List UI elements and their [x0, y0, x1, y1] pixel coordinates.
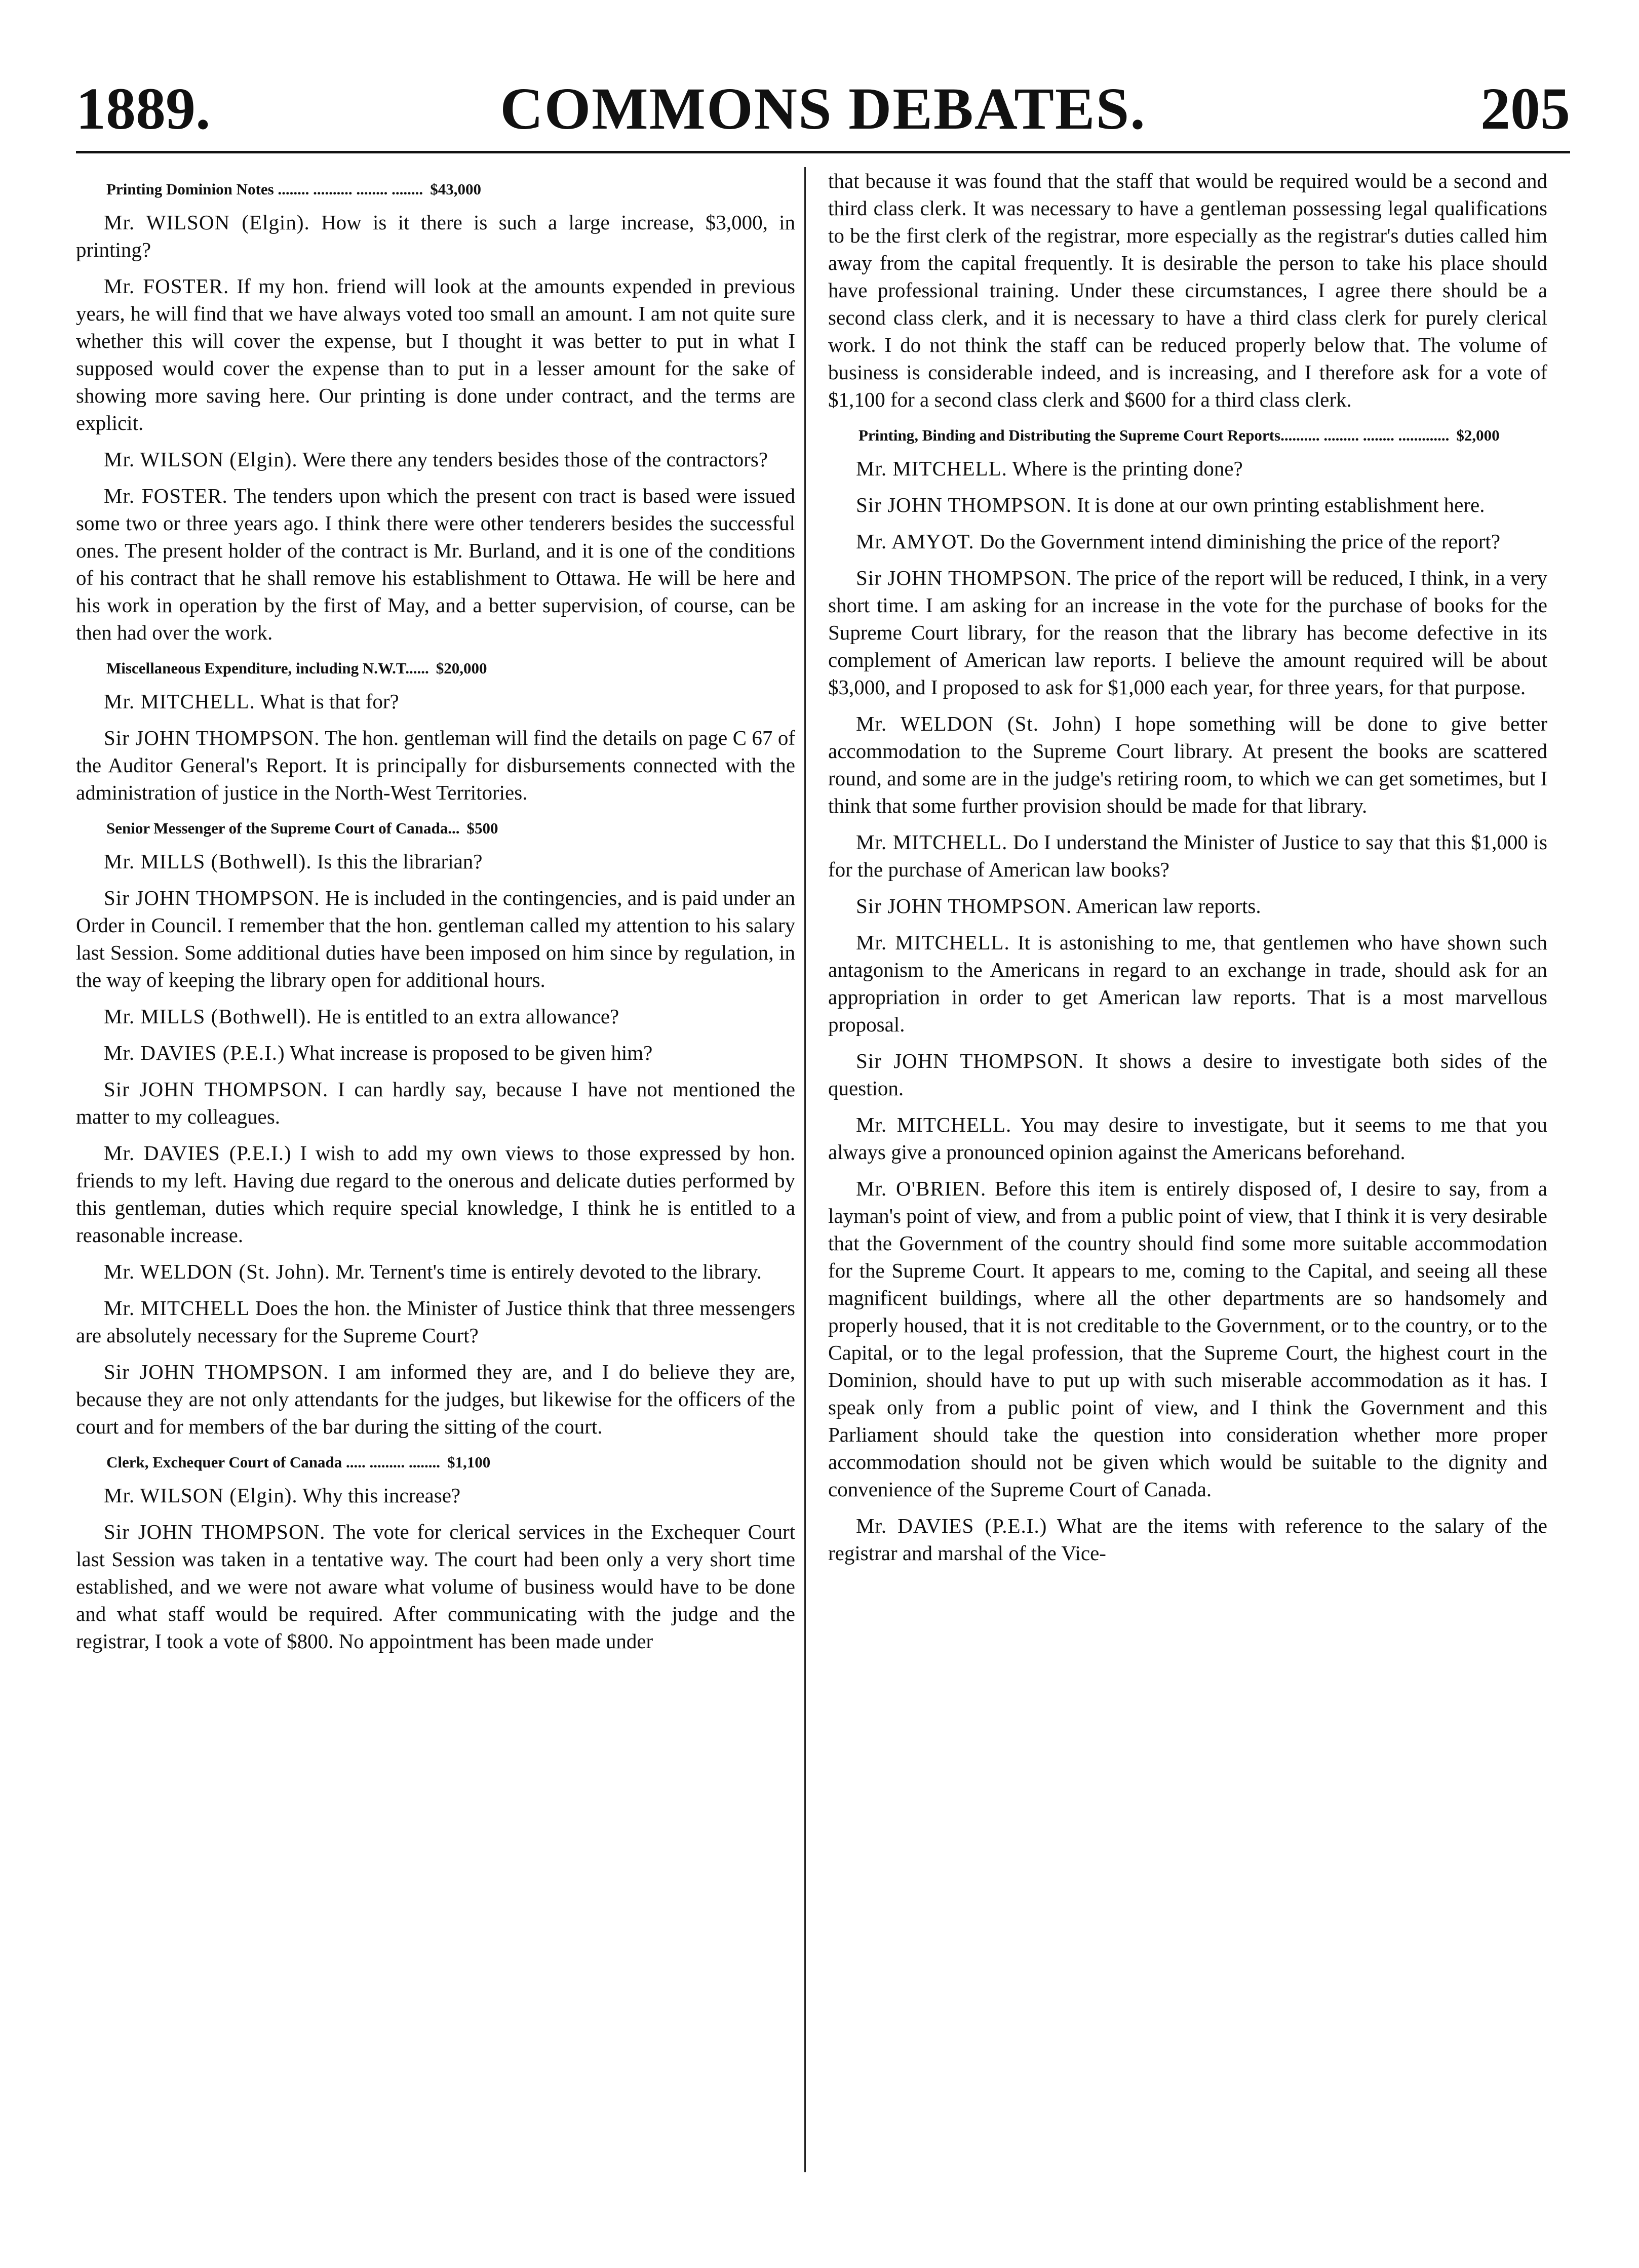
speaker-name: Sir JOHN THOMPSON.: [104, 726, 320, 749]
speech-paragraph: [76, 1518, 795, 1655]
speech-paragraph: [76, 1258, 795, 1285]
speech-paragraph: [76, 272, 795, 436]
estimate-amount: $2,000: [1456, 426, 1500, 444]
speaker-name: Mr. MITCHELL: [104, 1296, 250, 1320]
page-header: [76, 76, 1570, 142]
estimate-amount: $500: [466, 819, 498, 837]
speech-paragraph: [828, 455, 1547, 482]
estimate-amount: $1,100: [447, 1453, 491, 1471]
speech-paragraph: [76, 446, 795, 473]
speech-paragraph: [828, 828, 1547, 883]
speaker-name: Mr. DAVIES (P.E.I.): [104, 1141, 292, 1165]
speech-text: It is done at our own printing establishment here.: [1072, 493, 1485, 516]
estimate-item-label: Printing, Binding and Distributing the Supreme Court Reports.......... ......... ........ .............: [858, 426, 1450, 444]
speech-text: How is it there is such a large increase, $3,000, in printing?: [76, 211, 795, 261]
speech-paragraph: [828, 528, 1547, 555]
speech-paragraph: [76, 884, 795, 993]
speech-paragraph: [828, 1111, 1547, 1166]
speech-text: If my hon. friend will look at the amounts expended in previous years, he will find that we have always voted too small an amount. I am not quite sure whether this will cover the expense, but I thought it was better to put in what I supposed would cover the expense than to put in a lesser amount for the sake of showing more saving here. Our printing is done under contract, and the terms are explicit.: [76, 274, 796, 434]
speech-text: The tenders upon which the present con tract is based were issued some two or three years ago. I think there were other tenderers besides the successful ones. The present holder of the contract is Mr. Burland, and it is one of the conditions of his contract that he shall remove his establishment to Ottawa. He will be here and his work in operation by the first of May, and a better supervision, of course, can be then had over the work.: [76, 484, 796, 644]
speech-text: I can hardly say, because I have not mentioned the matter to my colleagues.: [76, 1078, 795, 1128]
year: 1889.: [76, 75, 211, 142]
speech-paragraph: [76, 1139, 795, 1249]
speech-paragraph: [828, 1047, 1547, 1102]
speech-text: Does the hon. the Minister of Justice think that three messengers are absolutely necessary for the Supreme Court?: [76, 1296, 795, 1347]
speech-text: Mr. Ternent's time is entirely devoted to the library.: [330, 1260, 762, 1283]
speech-text: It is astonishing to me, that gentlemen who have shown such antagonism to the Americans in regard to an exchange in trade, should ask for an appropriation in order to get American law reports. That is a most marvellous proposal.: [828, 931, 1548, 1036]
speaker-name: Mr. WILSON (Elgin).: [104, 448, 298, 471]
speech-paragraph: [828, 564, 1547, 701]
speaker-name: Sir JOHN THOMPSON.: [104, 1520, 326, 1543]
speech-paragraph: [828, 1512, 1547, 1567]
speaker-name: Mr. MITCHELL.: [856, 830, 1008, 854]
speech-text: Do I understand the Minister of Justice to say that this $1,000 is for the purchase of American law books?: [828, 830, 1547, 881]
speech-text: Where is the printing done?: [1007, 457, 1243, 480]
speaker-name: Mr. MITCHELL.: [856, 931, 1010, 954]
speaker-name: Mr. MITCHELL.: [104, 690, 255, 713]
speech-text: What is that for?: [255, 690, 399, 713]
header-rule: [76, 151, 1570, 153]
estimate-amount: $43,000: [430, 180, 481, 198]
speech-paragraph: [76, 482, 795, 646]
speech-text: He is entitled to an extra allowance?: [311, 1005, 619, 1028]
speech-paragraph: [828, 892, 1547, 920]
speaker-name: Sir JOHN THOMPSON.: [104, 1078, 329, 1101]
speech-text: What are the items with reference to the salary of the registrar and marshal of the Vice-: [828, 1514, 1548, 1565]
speech-paragraph: [828, 1175, 1547, 1503]
estimate-item: [76, 817, 795, 840]
speaker-name: Mr. FOSTER.: [104, 484, 228, 507]
speech-paragraph: [76, 1294, 795, 1349]
speech-text: Is this the librarian?: [311, 850, 483, 873]
speech-paragraph: [828, 491, 1547, 519]
speech-text: Do the Government intend diminishing the price of the report?: [974, 530, 1501, 553]
speech-text: The vote for clerical services in the Exchequer Court last Session was taken in a tentative way. The court had been only a very short time established, and we were not aware what volume of business would have to be done and what staff would be required. After communicating with the judge and the registrar, I took a vote of $800. No appointment has been made under: [76, 1520, 795, 1653]
speech-text: American law reports.: [1072, 894, 1261, 918]
speech-text: What increase is proposed to be given him?: [285, 1041, 653, 1064]
speech-paragraph: [76, 688, 795, 715]
speaker-name: Mr. FOSTER.: [104, 274, 229, 298]
speech-text: I wish to add my own views to those expressed by hon. friends to my left. Having due regard to the onerous and delicate duties performed by this gentleman, duties which require special knowledge, I think he is entitled to a reasonable increase.: [76, 1141, 795, 1247]
speech-paragraph: [76, 724, 795, 806]
speech-text: He is included in the contingencies, and is paid under an Order in Council. I remember that the hon. gentleman called my attention to his salary last Session. Some additional duties have been imposed on him since by regulation, in the way of keeping the library open for additional hours.: [76, 886, 795, 991]
speaker-name: Mr. AMYOT.: [856, 530, 974, 553]
speech-text: You may desire to investigate, but it seems to me that you always give a pronounced opinion against the Americans beforehand.: [828, 1113, 1547, 1164]
estimate-item-label: Printing Dominion Notes ........ .......... ........ ........: [106, 180, 423, 198]
speech-text: I hope something will be done to give better accommodation to the Supreme Court library. At present the books are scattered round, and some are in the judge's retiring room, to which we can get sometimes, but I think that some further provision should be made for that library.: [828, 712, 1547, 817]
estimate-item-label: Miscellaneous Expenditure, including N.W.T......: [106, 659, 429, 677]
speech-paragraph: [76, 1003, 795, 1030]
speaker-name: Sir JOHN THOMPSON.: [104, 886, 320, 909]
estimate-item-label: Senior Messenger of the Supreme Court of Canada...: [106, 819, 460, 837]
estimate-amount: $20,000: [436, 659, 487, 677]
estimate-item: [76, 657, 795, 680]
speaker-name: Mr. DAVIES (P.E.I.): [856, 1514, 1047, 1537]
page-number: 205: [1480, 75, 1570, 142]
speaker-name: Mr. MITCHELL.: [856, 1113, 1012, 1136]
estimate-item: [76, 1451, 795, 1474]
left-column: [76, 167, 795, 1664]
speech-text: Before this item is entirely disposed of, I desire to say, from a layman's point of view, and from a public point of view, that I think it is very desirable that the Government of the country should find some more suitable accommodation for the Supreme Court. It appears to me, coming to the Capital, and seeing all these magnificent buildings, where all the other departments are so handsomely and properly housed, that it is not creditable to the Government, or to the country, or to the Capital, or to the legal profession, that the Supreme Court, the highest court in the Dominion, should have to put up with such miserable accommodation as it has. I speak only from a public point of view, and I think the Government and this Parliament should take the question into consideration whether more proper accommodation should not be given which would be suitable to the dignity and convenience of the Supreme Court of Canada.: [828, 1177, 1548, 1501]
estimate-item-label: Clerk, Exchequer Court of Canada ..... ......... ........: [106, 1453, 441, 1471]
speaker-name: Mr. MILLS (Bothwell).: [104, 850, 312, 873]
speech-text: The price of the report will be reduced, I think, in a very short time. I am asking for an increase in the vote for the purchase of books for the Supreme Court library, for the reason that the library has become defective in its complement of American law reports. I believe the amount required will be about $3,000, and I proposed to ask for $1,000 each year, for three years, for that purpose.: [828, 566, 1547, 699]
speech-text: It shows a desire to investigate both sides of the question.: [828, 1049, 1547, 1100]
speech-paragraph: [76, 1076, 795, 1130]
speaker-name: Sir JOHN THOMPSON.: [856, 493, 1072, 516]
speaker-name: Mr. MILLS (Bothwell).: [104, 1005, 312, 1028]
speech-text: that because it was found that the staff that would be required would be a second and third class clerk. It was necessary to have a gentleman possessing legal qualifications to be the first clerk of the registrar, more especially as the registrar's duties called him away from the capital frequently. It is desirable the person to take his place should have professional training. Under these circumstances, I agree there should be a second class clerk, and it is necessary to have a third class clerk for purely clerical work. I do not think the staff can be reduced properly below that. The volume of business is considerable indeed, and is increasing, and I therefore ask for a vote of $1,100 for a second class clerk and $600 for a third class clerk.: [828, 169, 1547, 411]
speaker-name: Mr. MITCHELL.: [856, 457, 1007, 480]
speaker-name: Sir JOHN THOMPSON.: [856, 894, 1072, 918]
column-divider: [804, 167, 806, 2172]
speaker-name: Mr. WILSON (Elgin).: [104, 211, 310, 234]
speech-text: Were there any tenders besides those of the contractors?: [297, 448, 768, 471]
speaker-name: Mr. DAVIES (P.E.I.): [104, 1041, 285, 1064]
speaker-name: Sir JOHN THOMPSON.: [104, 1360, 329, 1383]
speaker-name: Mr. WILSON (Elgin).: [104, 1484, 298, 1507]
journal-title: COMMONS DEBATES.: [500, 75, 1146, 142]
speech-paragraph: [828, 167, 1547, 413]
estimate-item: [828, 424, 1547, 447]
speech-paragraph: [828, 710, 1547, 819]
speech-paragraph: [828, 929, 1547, 1038]
speaker-name: Mr. WELDON (St. John).: [104, 1260, 331, 1283]
speech-paragraph: [76, 209, 795, 263]
speaker-name: Sir JOHN THOMPSON.: [856, 1049, 1084, 1072]
speech-text: The hon. gentleman will find the details on page C 67 of the Auditor General's Report. It is principally for disbursements connected with the administration of justice in the North-West Territories.: [76, 726, 795, 804]
speech-text: Why this increase?: [297, 1484, 461, 1507]
speech-paragraph: [76, 1039, 795, 1066]
speech-paragraph: [76, 1358, 795, 1440]
speaker-name: Mr. O'BRIEN.: [856, 1177, 987, 1200]
speech-text: I am informed they are, and I do believe they are, because they are not only attendants for the judges, but likewise for the officers of the court and for members of the bar during the sitting of the court.: [76, 1360, 795, 1438]
right-column: [828, 167, 1547, 1576]
speech-paragraph: [76, 848, 795, 875]
speech-paragraph: [76, 1482, 795, 1509]
estimate-item: [76, 178, 795, 201]
speaker-name: Mr. WELDON (St. John): [856, 712, 1102, 735]
speaker-name: Sir JOHN THOMPSON.: [856, 566, 1072, 589]
